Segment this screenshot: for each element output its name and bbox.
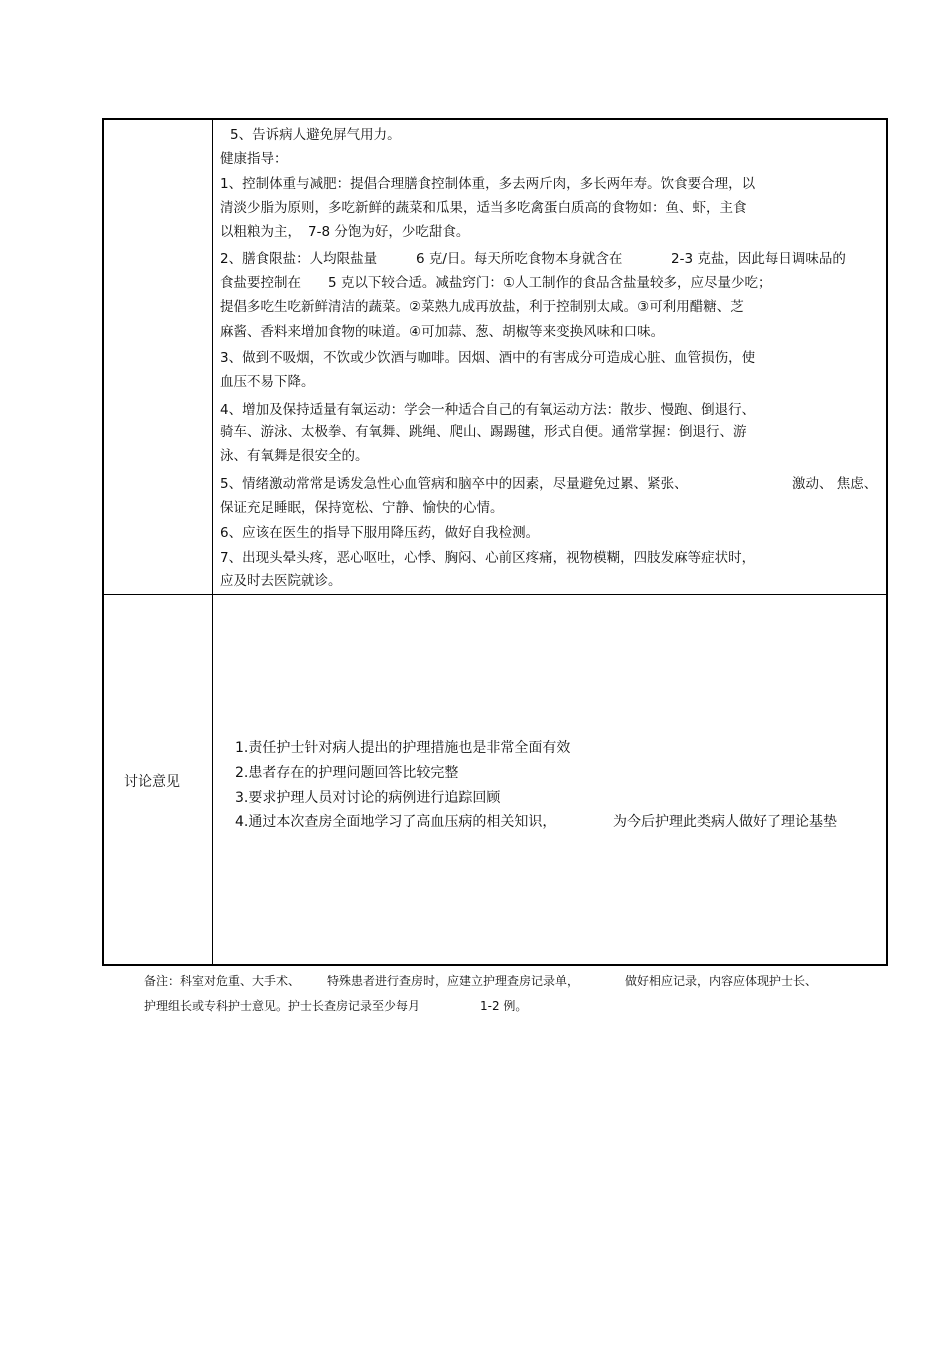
guidance-line: 保证充足睡眠，保持宽松、宁静、愉快的心情。 bbox=[220, 500, 504, 516]
guidance-line: 麻酱、香料来增加食物的味道。④可加蒜、葱、胡椒等来变换风味和口味。 bbox=[220, 324, 665, 340]
guidance-line: 清淡少脂为原则，多吃新鲜的蔬菜和瓜果，适当多吃禽蛋白质高的食物如：鱼、虾，主食 bbox=[220, 200, 747, 216]
guidance-line: 骑车、游泳、太极拳、有氧舞、跳绳、爬山、踢踢毽，形式自便。通常掌握：倒退行、游 bbox=[220, 424, 747, 440]
discussion-label: 讨论意见 bbox=[124, 774, 180, 790]
guidance-line: 5 克以下较合适。减盐窍门：①人工制作的食品含盐量较多，应尽量少吃； bbox=[328, 275, 772, 291]
guidance-line: 4、增加及保持适量有氧运动：学会一种适合自己的有氧运动方法：散步、慢跑、倒退行、 bbox=[220, 402, 756, 418]
guidance-line: 2、膳食限盐：人均限盐量 bbox=[220, 251, 378, 267]
guidance-line: 应及时去医院就诊。 bbox=[220, 573, 342, 589]
guidance-line: 7-8 分饱为好，少吃甜食。 bbox=[308, 224, 470, 240]
guidance-line: 食盐要控制在 bbox=[220, 275, 301, 291]
guidance-line: 2-3 克盐，因此每日调味品的 bbox=[671, 251, 846, 267]
guidance-line: 6、应该在医生的指导下服用降压药，做好自我检测。 bbox=[220, 525, 540, 541]
discussion-item: 4.通过本次查房全面地学习了高血压病的相关知识， bbox=[235, 814, 557, 830]
guidance-line: 泳、有氧舞是很安全的。 bbox=[220, 448, 369, 464]
column-divider bbox=[212, 120, 213, 964]
guidance-line: 以粗粮为主， bbox=[220, 224, 301, 240]
footnote-line: 护理组长或专科护士意见。护士长查房记录至少每月 bbox=[144, 999, 421, 1013]
guidance-line: 提倡多吃生吃新鲜清洁的蔬菜。②菜熟九成再放盐，利于控制别太咸。③可利用醋糖、芝 bbox=[220, 299, 744, 315]
footnote-line: 做好相应记录，内容应体现护士长、 bbox=[625, 974, 818, 988]
footnote-line: 备注：科室对危重、大手术、 bbox=[144, 974, 301, 988]
guidance-line: 血压不易下降。 bbox=[220, 374, 315, 390]
health-guidance-heading: 健康指导： bbox=[220, 151, 288, 167]
guidance-line: 3、做到不吸烟，不饮或少饮酒与咖啡。因烟、酒中的有害成分可造成心脏、血管损伤，使 bbox=[220, 350, 756, 366]
guidance-line: 激动、 焦虑、 bbox=[792, 476, 878, 492]
measure-item-5: 5、告诉病人避免屏气用力。 bbox=[230, 127, 401, 143]
discussion-item: 1.责任护士针对病人提出的护理措施也是非常全面有效 bbox=[235, 740, 571, 756]
guidance-line: 1、控制体重与减肥：提倡合理膳食控制体重，多去两斤肉，多长两年寿。饮食要合理，以 bbox=[220, 176, 756, 192]
row-divider bbox=[104, 594, 886, 595]
footnote-line: 特殊患者进行查房时，应建立护理查房记录单， bbox=[327, 974, 580, 988]
guidance-line: 6 克/日。每天所吃食物本身就含在 bbox=[416, 251, 623, 267]
discussion-item: 3.要求护理人员对讨论的病例进行追踪回顾 bbox=[235, 790, 501, 806]
guidance-line: 5、情绪激动常常是诱发急性心血管病和脑卒中的因素，尽量避免过累、紧张、 bbox=[220, 476, 688, 492]
discussion-item: 2.患者存在的护理问题回答比较完整 bbox=[235, 765, 459, 781]
footnote-line: 1-2 例。 bbox=[480, 999, 528, 1013]
guidance-line: 7、出现头晕头疼，恶心呕吐，心悸、胸闷、心前区疼痛，视物模糊，四肢发麻等症状时， bbox=[220, 550, 756, 566]
record-table bbox=[102, 118, 888, 966]
discussion-item: 为今后护理此类病人做好了理论基垫 bbox=[613, 814, 837, 830]
